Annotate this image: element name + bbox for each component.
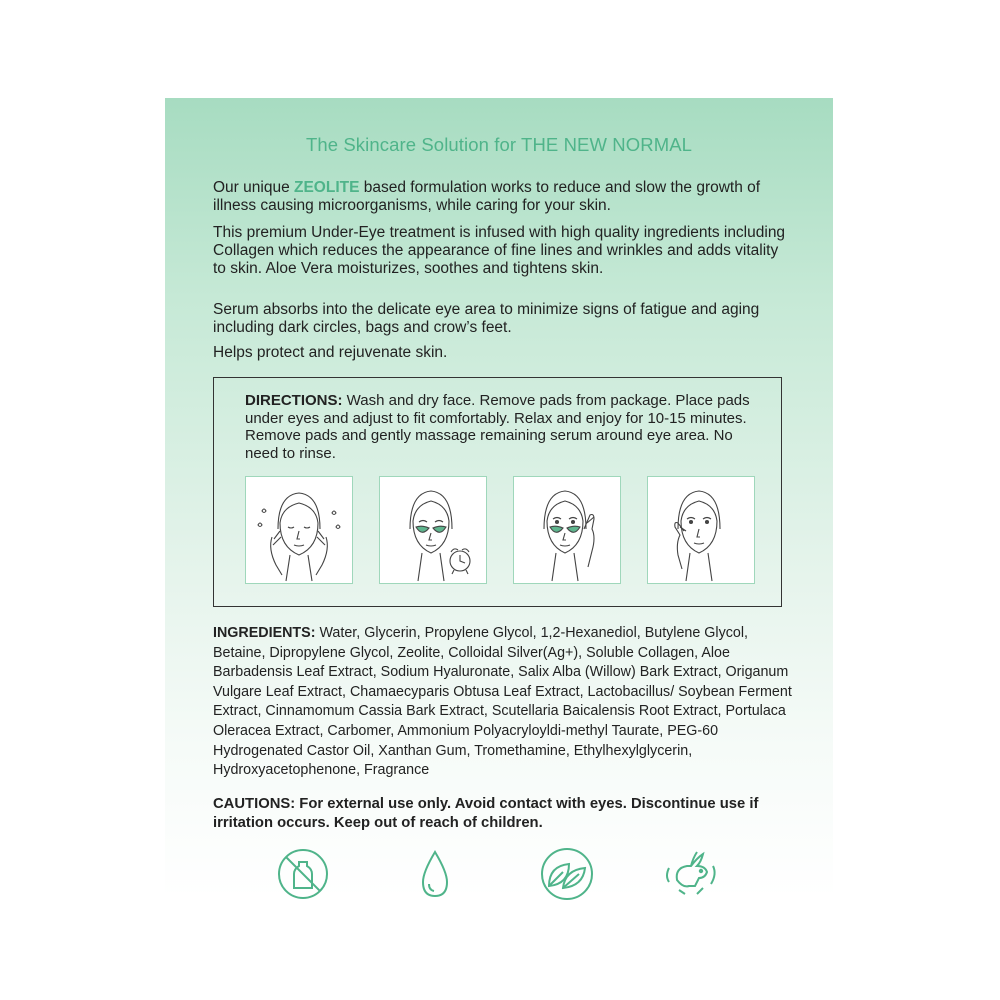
no-bottle-icon <box>275 846 331 902</box>
zeolite-highlight: ZEOLITE <box>294 179 360 196</box>
directions-box <box>213 377 782 607</box>
serum-paragraph: Serum absorbs into the delicate eye area to minimize signs of fatigue and aging including dark circles, bags and crow’s feet. <box>213 301 760 336</box>
headline: The Skincare Solution for THE NEW NORMAL <box>305 134 693 155</box>
directions-body: Wash and dry face. Remove pads from package. Place pads under eyes and adjust to fit comfortably. Relax and enjoy for 10-15 minutes. Remove pads and gently massage remaining serum around eye area. No need to rinse. <box>245 392 750 462</box>
leaves-badge <box>539 846 595 902</box>
water-drop-icon <box>407 846 463 902</box>
product-info-panel <box>165 98 833 906</box>
water-drop-badge <box>407 846 463 902</box>
ingredients-list: Water, Glycerin, Propylene Glycol, 1,2-Hexanediol, Butylene Glycol, Betaine, Dipropylene Glycol, Zeolite, Colloidal Silver(Ag+), Soluble Collagen, Aloe Barbadensis Leaf Extract, Sodium Hyaluronate, Salix Alba (Willow) Bark Extract, Origanum Vulgare Leaf Extract, Chamaecyparis Obtusa Leaf Extract, Lactobacillus/ Soybean Ferment Extract, Cinnamomum Cassia Bark Extract, Scutellaria Baicalensis Root Extract, Portulaca Oleracea Extract, Carbomer, Ammonium Polyacryloyldi-methyl Taurate, PEG-60 Hydrogenated Castor Oil, Xanthan Gum, Tromethamine, Ethylhexylglycerin, Hydroxyacetophenone, Fragrance <box>213 625 792 779</box>
apply-pads-timer-illustration-icon <box>380 477 486 583</box>
step-1-illustration <box>245 476 353 584</box>
directions-text <box>245 392 765 462</box>
step-2-illustration <box>379 476 487 584</box>
description-paragraph: This premium Under-Eye treatment is infused with high quality ingredients including Collagen which reduces the appearance of fine lines and wrinkles and adds vitality to skin. Aloe Vera moisturizes, soothes and tightens skin. <box>213 224 786 277</box>
step-4-illustration <box>647 476 755 584</box>
step-3-illustration <box>513 476 621 584</box>
no-bottle-badge <box>275 846 331 902</box>
protect-paragraph: Helps protect and rejuvenate skin. <box>213 344 448 361</box>
directions-label: DIRECTIONS: <box>245 392 343 409</box>
wash-face-illustration-icon <box>246 477 352 583</box>
ingredients-label: INGREDIENTS: <box>213 625 316 641</box>
intro-paragraph <box>213 179 793 215</box>
adjust-pads-illustration-icon <box>514 477 620 583</box>
cautions-text: CAUTIONS: For external use only. Avoid contact with eyes. Discontinue use if irritation occurs. Keep out of reach of children. <box>213 796 759 831</box>
intro-prefix: Our unique <box>213 179 294 196</box>
cruelty-free-rabbit-icon <box>663 846 719 902</box>
cruelty-free-badge <box>663 846 719 902</box>
ingredients-text <box>213 624 793 781</box>
intro-suffix: based formulation works to reduce and slow the growth of illness causing microorganisms, while caring for your skin. <box>213 179 761 214</box>
leaves-icon <box>539 846 595 902</box>
massage-serum-illustration-icon <box>648 477 754 583</box>
